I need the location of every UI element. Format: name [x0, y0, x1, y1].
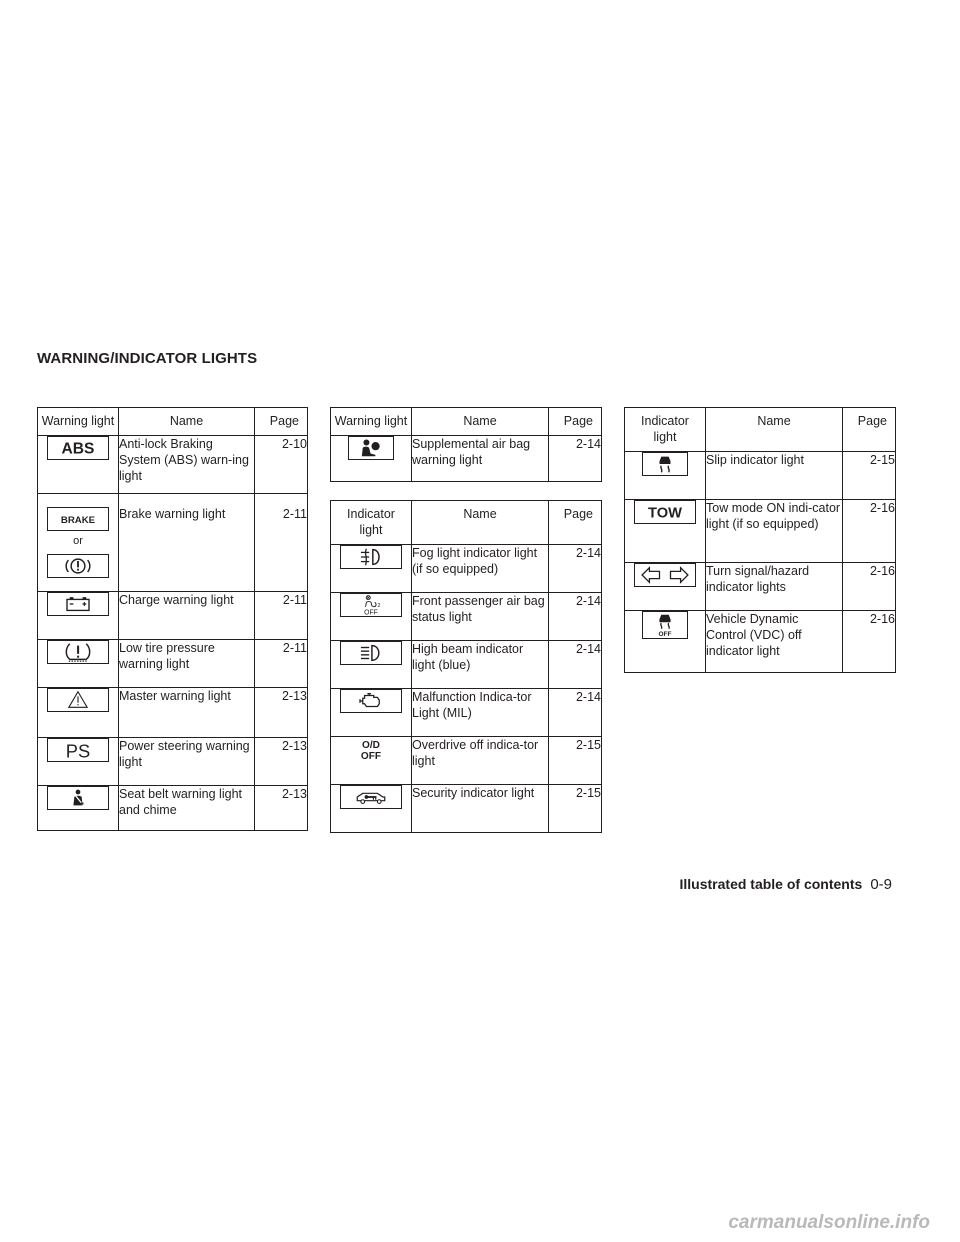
table-row [331, 436, 602, 482]
row-name: Malfunction Indica-tor Light (MIL) [412, 689, 549, 737]
svg-text:ABS: ABS [61, 440, 95, 458]
row-name: Low tire pressure warning light [119, 640, 255, 688]
svg-text:BRAKE: BRAKE [60, 515, 96, 527]
row-page: 2-16 [843, 500, 896, 563]
header-indicator-light: Indicator light [331, 501, 412, 545]
row-name: Charge warning light [119, 592, 255, 640]
row-page: 2-14 [549, 436, 602, 482]
table-header-row [38, 408, 308, 436]
svg-text:2: 2 [377, 602, 381, 609]
row-page: 2-15 [843, 452, 896, 500]
seat-belt-icon [47, 786, 109, 810]
brake-circle-icon [47, 554, 109, 578]
table-row [38, 436, 308, 494]
fog-light-icon [340, 545, 402, 569]
row-name: Master warning light [119, 688, 255, 738]
turn-signal-arrows-icon [634, 563, 696, 587]
warning-lights-table-1 [37, 407, 308, 831]
row-name: Front passenger air bag status light [412, 593, 549, 641]
tow-mode-icon [634, 500, 696, 524]
row-name: Tow mode ON indi-cator light (if so equipped) [706, 500, 843, 563]
passenger-airbag-off-icon [340, 593, 402, 617]
overdrive-off-icon [340, 737, 402, 761]
header-page: Page [549, 408, 602, 436]
row-page: 2-10 [255, 436, 308, 494]
row-name: High beam indicator light (blue) [412, 641, 549, 689]
header-page: Page [549, 501, 602, 545]
header-name: Name [119, 408, 255, 436]
row-page: 2-16 [843, 563, 896, 611]
row-name: Slip indicator light [706, 452, 843, 500]
row-page: 2-14 [549, 545, 602, 593]
row-page: 2-11 [255, 640, 308, 688]
header-name: Name [412, 408, 549, 436]
table-header-row [625, 408, 896, 452]
row-page: 2-14 [549, 593, 602, 641]
footer-page-number: 0-9 [870, 876, 892, 893]
table-row [625, 563, 896, 611]
svg-text:PS: PS [65, 740, 91, 761]
table-row [331, 785, 602, 833]
master-warning-triangle-icon [47, 688, 109, 712]
svg-text:OFF: OFF [364, 609, 378, 616]
table-row [625, 500, 896, 563]
watermark: carmanualsonline.info [728, 1212, 930, 1233]
row-name: Overdrive off indica-tor light [412, 737, 549, 785]
header-name: Name [706, 408, 843, 452]
table-row [38, 786, 308, 831]
table-row [38, 592, 308, 640]
row-page: 2-13 [255, 688, 308, 738]
row-page: 2-14 [549, 689, 602, 737]
table-row [625, 452, 896, 500]
header-name: Name [412, 501, 549, 545]
row-name: Seat belt warning light and chime [119, 786, 255, 831]
row-name: Security indicator light [412, 785, 549, 833]
table-row [38, 688, 308, 738]
row-name: Anti-lock Braking System (ABS) warn-ing light [119, 436, 255, 494]
table-row [331, 545, 602, 593]
row-page: 2-11 [255, 494, 308, 592]
row-name: Turn signal/hazard indicator lights [706, 563, 843, 611]
header-page: Page [255, 408, 308, 436]
battery-icon [47, 592, 109, 616]
slip-indicator-icon [642, 452, 688, 476]
high-beam-icon [340, 641, 402, 665]
row-page: 2-14 [549, 641, 602, 689]
table-row [38, 494, 308, 592]
header-page: Page [843, 408, 896, 452]
section-title: WARNING/INDICATOR LIGHTS [37, 350, 258, 367]
row-page: 2-11 [255, 592, 308, 640]
power-steering-icon [47, 738, 109, 762]
indicator-lights-table-2 [330, 500, 602, 833]
row-page: 2-16 [843, 611, 896, 673]
svg-text:OFF: OFF [658, 631, 672, 638]
svg-text:OFF: OFF [360, 751, 382, 760]
row-name: Brake warning light [119, 494, 255, 592]
row-name: Power steering warning light [119, 738, 255, 786]
table-row [38, 738, 308, 786]
indicator-lights-table-3 [624, 407, 896, 673]
brake-icon [47, 507, 109, 531]
warning-lights-table-2 [330, 407, 602, 482]
table-row [625, 611, 896, 673]
row-page: 2-13 [255, 738, 308, 786]
header-indicator-light: Indicator light [625, 408, 706, 452]
svg-text:O/D: O/D [362, 740, 380, 752]
row-name: Vehicle Dynamic Control (VDC) off indicator light [706, 611, 843, 673]
svg-text:TOW: TOW [648, 505, 682, 522]
engine-malfunction-icon [340, 689, 402, 713]
or-label: or [73, 535, 83, 547]
page-footer [680, 876, 893, 893]
table-header-row [331, 408, 602, 436]
footer-title: Illustrated table of contents [679, 876, 863, 892]
table-row [331, 737, 602, 785]
tire-pressure-icon [47, 640, 109, 664]
airbag-icon [348, 436, 394, 460]
abs-icon [47, 436, 109, 460]
security-car-icon [340, 785, 402, 809]
table-row [331, 593, 602, 641]
vdc-off-icon [642, 611, 688, 639]
table-row [331, 689, 602, 737]
row-name: Supplemental air bag warning light [412, 436, 549, 482]
row-page: 2-15 [549, 785, 602, 833]
table-header-row [331, 501, 602, 545]
table-row [38, 640, 308, 688]
row-name: Fog light indicator light (if so equipped) [412, 545, 549, 593]
header-warning-light: Warning light [38, 408, 119, 436]
header-warning-light: Warning light [331, 408, 412, 436]
table-row [331, 641, 602, 689]
row-page: 2-15 [549, 737, 602, 785]
row-page: 2-13 [255, 786, 308, 831]
